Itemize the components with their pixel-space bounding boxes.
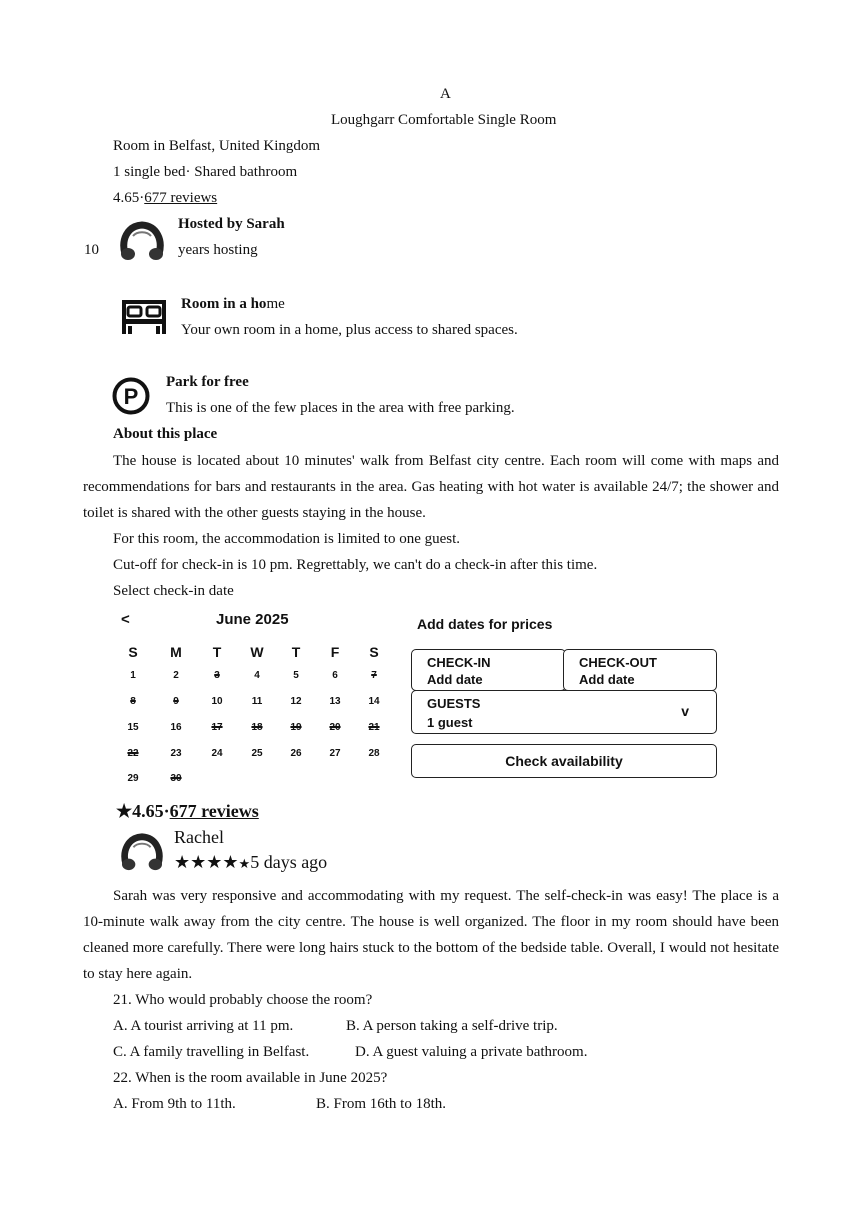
chevron-down-icon[interactable]: v: [681, 703, 689, 719]
hosted-by: Hosted by Sarah: [178, 216, 285, 232]
about-heading: About this place: [113, 426, 218, 442]
check-availability-button[interactable]: [411, 744, 717, 778]
guests-label: GUESTS: [427, 696, 481, 711]
calendar-day[interactable]: 6: [332, 670, 338, 681]
review-time: 5 days ago: [250, 852, 328, 872]
calendar-day-unavailable: 22: [127, 748, 139, 759]
star-rating-icon: ★★★★: [174, 852, 239, 872]
calendar-prev-button[interactable]: <: [121, 611, 130, 628]
calendar-day-unavailable: 19: [290, 722, 302, 733]
svg-text:P: P: [123, 384, 139, 409]
calendar-day[interactable]: 29: [127, 773, 139, 784]
parking-icon: [111, 376, 151, 416]
calendar-day[interactable]: 4: [254, 670, 260, 681]
listing-rating: [113, 190, 217, 207]
question-21-option-c: C. A family travelling in Belfast.: [113, 1044, 310, 1060]
calendar-day[interactable]: 12: [290, 696, 302, 707]
calendar-day[interactable]: 16: [170, 722, 182, 733]
partial-star-icon: ★: [238, 856, 251, 871]
weekday-label: F: [330, 644, 340, 660]
reviews-link[interactable]: 677 reviews: [144, 190, 218, 206]
calendar-day-unavailable: 3: [214, 670, 220, 681]
question-22: 22. When is the room available in June 2025?: [113, 1070, 388, 1086]
host-avatar-icon: [119, 220, 165, 262]
question-21-option-a: A. A tourist arriving at 11 pm.: [113, 1018, 294, 1034]
reviewer-avatar-icon: [119, 832, 165, 872]
calendar-day[interactable]: 28: [368, 748, 380, 759]
about-paragraph-1: The house is located about 10 minutes' walk from Belfast city centre. Each room will come with maps and recommendations for bars and restaurants in the area. Gas heating with hot water is available 24/7; the shower and toilet is shared with the other guests staying in the house.: [83, 453, 779, 521]
calendar-day[interactable]: 13: [329, 696, 341, 707]
feature-room-desc: Your own room in a home, plus access to shared spaces.: [181, 322, 518, 338]
weekday-label: M: [170, 644, 182, 660]
about-paragraph-3: Cut-off for check-in is 10 pm. Regrettably, we can't do a check-in after this time.: [113, 557, 598, 573]
weekday-label: W: [250, 644, 264, 660]
about-paragraph-2: For this room, the accommodation is limited to one guest.: [113, 531, 461, 547]
guests-value: 1 guest: [427, 715, 473, 730]
calendar-day[interactable]: 14: [368, 696, 380, 707]
rating-value: 4.65·: [113, 190, 145, 206]
calendar-day[interactable]: 10: [211, 696, 223, 707]
checkin-label: CHECK-IN: [427, 655, 491, 670]
calendar-day[interactable]: 1: [130, 670, 136, 681]
feature-parking-title: Park for free: [166, 374, 249, 390]
review-stars-line: [174, 852, 327, 873]
calendar-day-unavailable: 30: [170, 773, 182, 784]
years-hosting: years hosting: [178, 242, 258, 258]
calendar-day[interactable]: 24: [211, 748, 223, 759]
feature-parking-desc: This is one of the few places in the area with free parking.: [166, 400, 515, 416]
weekday-label: S: [369, 644, 379, 660]
check-availability-label: Check availability: [505, 753, 623, 769]
guests-field[interactable]: [411, 690, 717, 734]
question-22-option-b: B. From 16th to 18th.: [316, 1096, 447, 1112]
section-letter: A: [440, 86, 451, 102]
question-21-option-d: D. A guest valuing a private bathroom.: [355, 1044, 588, 1060]
question-22-option-a: A. From 9th to 11th.: [113, 1096, 236, 1112]
listing-beds: 1 single bed· Shared bathroom: [113, 164, 298, 180]
weekday-label: T: [212, 644, 222, 660]
calendar-day-unavailable: 21: [368, 722, 380, 733]
weekday-label: T: [291, 644, 301, 660]
calendar-day-unavailable: 20: [329, 722, 341, 733]
calendar-month: June 2025: [216, 611, 289, 628]
calendar-day[interactable]: 15: [127, 722, 139, 733]
calendar-day[interactable]: 27: [329, 748, 341, 759]
reviewer-name: Rachel: [174, 827, 224, 847]
bed-icon: [120, 296, 168, 338]
listing-title: Loughgarr Comfortable Single Room: [331, 112, 557, 128]
select-date-label: Select check-in date: [113, 583, 234, 599]
calendar-day-unavailable: 17: [211, 722, 223, 733]
question-21: 21. Who would probably choose the room?: [113, 992, 373, 1008]
calendar-day-unavailable: 8: [130, 696, 136, 707]
listing-location: Room in Belfast, United Kingdom: [113, 138, 321, 154]
calendar-day-unavailable: 7: [371, 670, 377, 681]
weekday-label: S: [128, 644, 138, 660]
feature-room-title: Room in a home: [181, 296, 285, 312]
booking-heading: Add dates for prices: [417, 616, 553, 632]
calendar-day[interactable]: 25: [251, 748, 263, 759]
checkout-value: Add date: [579, 672, 635, 687]
calendar-day[interactable]: 2: [173, 670, 179, 681]
checkin-field[interactable]: [411, 649, 566, 691]
checkout-label: CHECK-OUT: [579, 655, 657, 670]
review-reviews-link[interactable]: 677 reviews: [169, 801, 259, 821]
calendar-day[interactable]: 23: [170, 748, 182, 759]
review-rating-line: ★4.65·677 reviews: [116, 801, 259, 821]
host-years-number: 10: [84, 242, 99, 258]
question-21-option-b: B. A person taking a self-drive trip.: [346, 1018, 558, 1034]
checkin-value: Add date: [427, 672, 483, 687]
calendar-day[interactable]: 5: [293, 670, 299, 681]
calendar-day[interactable]: 26: [290, 748, 302, 759]
calendar-day-unavailable: 9: [173, 696, 179, 707]
calendar-day[interactable]: 11: [251, 696, 263, 707]
checkout-field[interactable]: [563, 649, 717, 691]
calendar-day-unavailable: 18: [251, 722, 263, 733]
review-text: Sarah was very responsive and accommodating with my request. The self-check-in was easy! The place is a 10-minute walk away from the city centre. The house is well organized. The floor in my room should have been cleaned more carefully. There were long hairs stuck to the bottom of the bedside table. Overall, I would not hesitate to stay here again.: [83, 888, 779, 982]
